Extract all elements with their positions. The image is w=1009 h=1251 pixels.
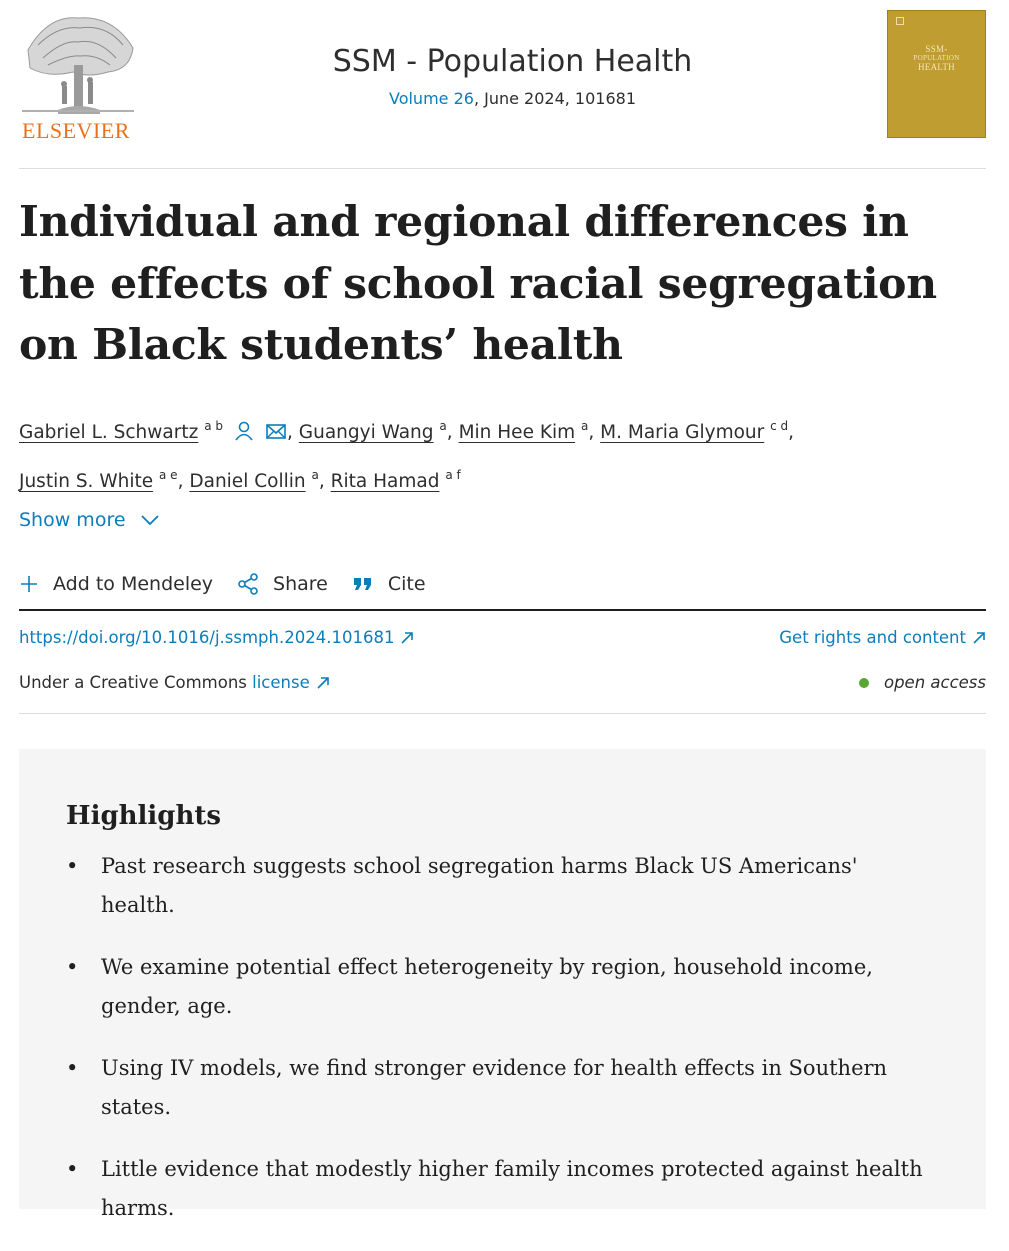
author-separator: , <box>177 471 184 492</box>
bullet: • <box>66 854 79 878</box>
author-separator: , <box>287 422 293 443</box>
author-item <box>189 468 330 492</box>
author-affiliation[interactable]: a <box>581 419 589 433</box>
doi-text: https://doi.org/10.1016/j.ssmph.2024.101681 <box>19 628 395 647</box>
open-access-badge <box>859 673 986 692</box>
author-name[interactable]: M. Maria Glymour <box>600 422 765 443</box>
journal-cover[interactable] <box>887 10 986 138</box>
highlight-item <box>66 1049 926 1127</box>
share-label: Share <box>273 573 328 595</box>
actions-divider <box>19 609 986 611</box>
highlight-text: Using IV models, we find stronger evidence for health effects in Southern states. <box>101 1056 888 1119</box>
highlight-text: Little evidence that modestly higher family incomes protected against health harms. <box>101 1157 923 1220</box>
article-actions <box>19 569 450 599</box>
publisher-wordmark: ELSEVIER <box>22 118 130 143</box>
author-separator: , <box>588 422 595 443</box>
author-affiliation[interactable]: a <box>311 468 319 482</box>
open-access-dot-icon <box>859 678 869 688</box>
author-affiliation[interactable]: a b <box>204 419 223 433</box>
license-link[interactable] <box>252 673 330 692</box>
journal-header <box>0 0 1009 168</box>
author-name[interactable]: Rita Hamad <box>330 471 440 492</box>
author-affiliation[interactable]: a e <box>159 468 178 482</box>
highlights-panel <box>19 749 986 1220</box>
author-item <box>19 419 299 443</box>
highlights-list <box>66 847 926 1251</box>
cover-title <box>888 45 985 72</box>
cover-title-line: HEALTH <box>918 62 955 72</box>
links-divider <box>19 713 986 714</box>
author-item <box>330 468 461 492</box>
show-more-button[interactable] <box>19 509 160 531</box>
bullet: • <box>66 955 79 979</box>
license-line <box>19 673 330 692</box>
highlight-item <box>66 948 926 1026</box>
cite-label: Cite <box>387 573 426 595</box>
author-name[interactable]: Min Hee Kim <box>458 422 576 443</box>
cover-title-line: POPULATION <box>913 54 960 62</box>
journal-issue <box>200 89 825 108</box>
add-to-mendeley-label: Add to Mendeley <box>53 573 214 595</box>
author-separator: , <box>446 422 453 443</box>
author-affiliation[interactable]: c d <box>770 419 789 433</box>
author-separator: , <box>318 471 325 492</box>
bullet: • <box>66 1056 79 1080</box>
envelope-icon[interactable] <box>265 417 287 456</box>
author-name[interactable]: Gabriel L. Schwartz <box>19 422 199 443</box>
highlight-item <box>66 1150 926 1228</box>
volume-link[interactable]: Volume 26 <box>388 89 474 108</box>
show-more-label: Show more <box>19 509 126 531</box>
author-separator: , <box>788 422 795 443</box>
author-name[interactable]: Guangyi Wang <box>298 422 434 443</box>
open-access-label: open access <box>883 673 986 692</box>
external-link-icon <box>316 676 330 690</box>
get-rights-text: Get rights and content <box>779 628 966 647</box>
author-affiliation[interactable]: a f <box>445 468 461 482</box>
article-title: Individual and regional differences in the effects of school racial segregation on Black students’ health <box>19 197 937 370</box>
external-link-icon <box>972 631 986 645</box>
license-link-text: license <box>252 673 310 692</box>
highlight-item <box>66 847 926 925</box>
author-affiliation[interactable]: a <box>439 419 447 433</box>
highlight-text: Past research suggests school segregation harms Black US Americans' health. <box>101 854 858 917</box>
cite-button[interactable] <box>352 573 426 595</box>
person-icon[interactable] <box>233 417 255 456</box>
share-icon <box>237 573 259 595</box>
header-divider <box>19 168 986 169</box>
journal-title[interactable]: SSM - Population Health <box>332 44 693 79</box>
author-item <box>19 468 189 492</box>
highlights-heading: Highlights <box>66 801 222 831</box>
license-prefix: Under a Creative Commons <box>19 673 253 692</box>
doi-link[interactable] <box>19 628 414 647</box>
quote-icon <box>352 575 374 593</box>
issue-details: , June 2024, 101681 <box>473 89 637 108</box>
author-item <box>458 419 601 443</box>
add-to-mendeley-button[interactable] <box>19 573 213 595</box>
cover-title-line: SSM- <box>925 44 948 54</box>
author-name[interactable]: Justin S. White <box>19 471 154 492</box>
author-name[interactable]: Daniel Collin <box>189 471 306 492</box>
author-list <box>19 407 979 501</box>
tree-logo-icon <box>18 10 140 120</box>
cover-emblem-icon <box>896 17 904 25</box>
author-item <box>600 419 795 443</box>
share-button[interactable] <box>237 573 328 595</box>
journal-info <box>200 44 825 108</box>
chevron-down-icon <box>140 513 160 527</box>
bullet: • <box>66 1157 79 1181</box>
plus-icon <box>19 574 39 594</box>
author-item <box>298 419 459 443</box>
external-link-icon <box>400 631 414 645</box>
get-rights-link[interactable] <box>779 628 986 647</box>
highlight-text: We examine potential effect heterogeneity by region, household income, gender, age. <box>101 955 873 1018</box>
